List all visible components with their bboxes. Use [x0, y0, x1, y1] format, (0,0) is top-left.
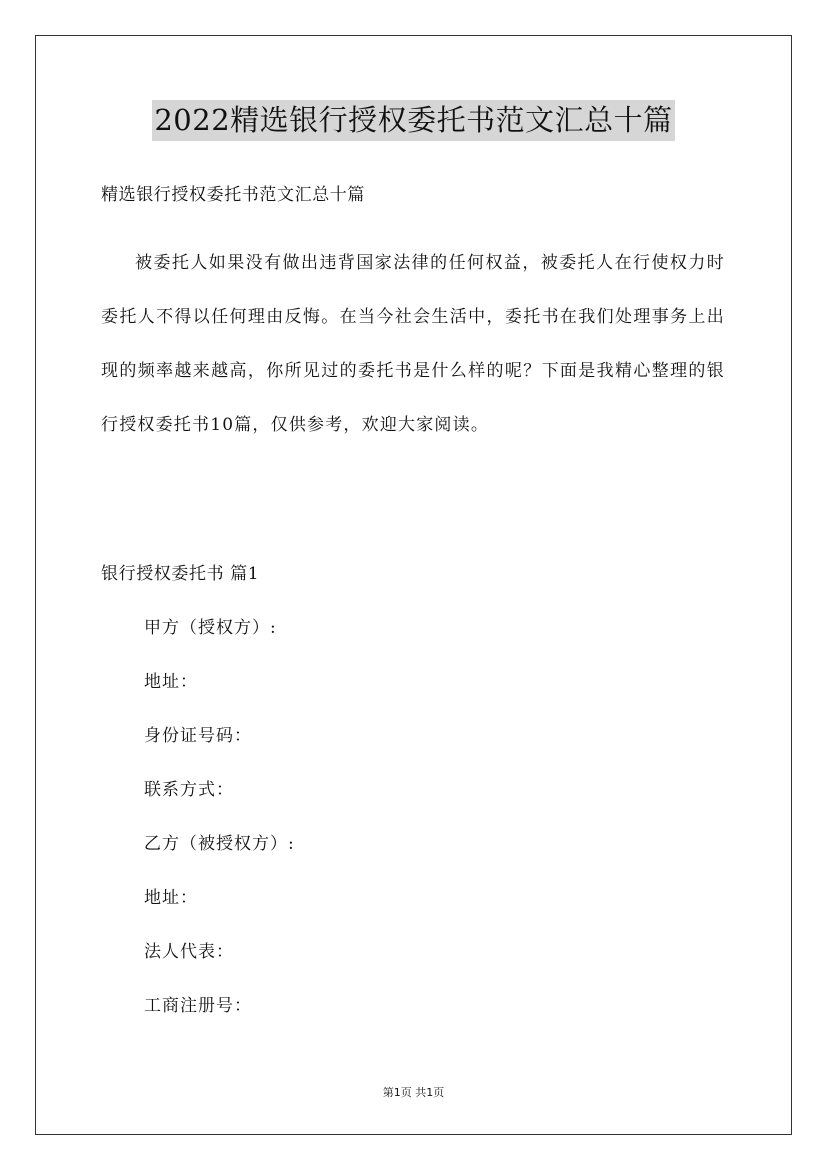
field-registration-number: 工商注册号：: [144, 996, 252, 1016]
page-footer: 第1页 共1页: [382, 1086, 445, 1099]
field-id-number: 身份证号码：: [144, 726, 252, 746]
section-heading: 银行授权委托书 篇1: [101, 564, 260, 584]
field-address-b: 地址：: [144, 888, 198, 908]
field-party-a: 甲方（授权方）:: [144, 618, 277, 638]
field-legal-rep: 法人代表：: [144, 942, 234, 962]
field-party-b: 乙方（被授权方）:: [144, 834, 295, 854]
field-address-a: 地址：: [144, 672, 198, 692]
document-title: 2022精选银行授权委托书范文汇总十篇: [152, 100, 674, 141]
title-container: [0, 100, 827, 141]
intro-paragraph: 被委托人如果没有做出违背国家法律的任何权益，被委托人在行使权力时委托人不得以任何理由反悔。在当今社会生活中，委托书在我们处理事务上出现的频率越来越高，你所见过的委托书是什么样的呢？下面是我精心整理的银行授权委托书10篇，仅供参考，欢迎大家阅读。: [101, 253, 725, 435]
document-subtitle: 精选银行授权委托书范文汇总十篇: [101, 185, 365, 205]
field-contact: 联系方式：: [144, 780, 234, 800]
